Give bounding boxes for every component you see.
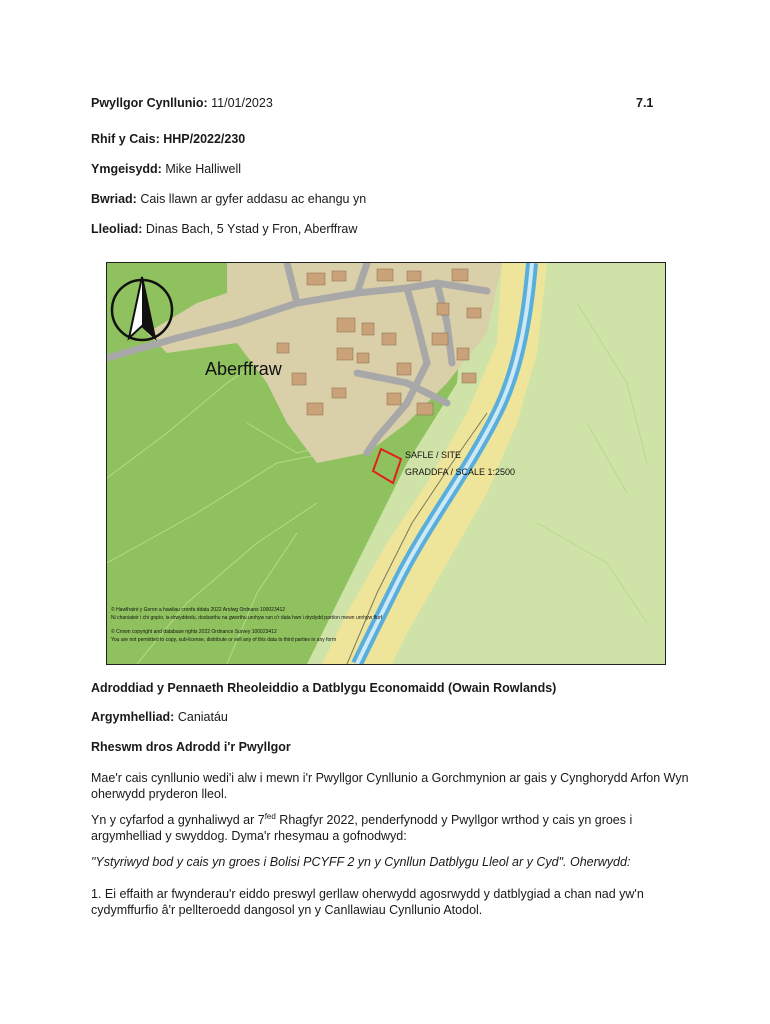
quote: "Ystyriwyd bod y cais yn groes i Bolisi PCYFF 2 yn y Cynllun Datblygu Lleol ar y Cyd". Oherwydd: [91,855,631,869]
site-label: SAFLE / SITE [405,450,462,460]
ref-value: HHP/2022/230 [163,132,246,146]
location [91,222,357,236]
para2-after: Rhagfyr 2022, penderfynodd y Pwyllgor wrthod y cais yn groes i argymhelliad y swyddog. Dyma'r rhesymau a gofnodwyd: [91,813,633,843]
copyright-line-3: © Crown copyright and database rights 2022 Ordnance Survey 100023412 [111,629,277,635]
para2-sup: fed [264,811,276,821]
committee-line [91,96,273,110]
proposal [91,192,366,206]
application-ref [91,132,245,146]
place-name: Aberffraw [205,359,282,379]
ref-label: Rhif y Cais: [91,132,160,146]
location-map [106,262,666,665]
paragraph-2 [91,812,691,844]
applicant-value: Mike Halliwell [165,162,242,176]
para2-before: Yn y cyfarfod a gynhaliwyd ar 7 [91,813,265,827]
paragraph-1: Mae'r cais cynllunio wedi'i alw i mewn i'r Pwyllgor Cynllunio a Gorchmynion ar gais y Cynghorydd Arfon Wyn oherwydd pryderon lleol. [91,771,689,801]
scale-label: GRADDFA / SCALE 1:2500 [405,467,516,477]
recommendation-label: Argymhelliad: [91,710,175,724]
recommendation [91,710,228,724]
committee-date: 11/01/2023 [211,96,273,110]
map-drawing [107,263,665,664]
reason-heading: Rheswm dros Adrodd i'r Pwyllgor [91,740,291,754]
copyright-line-1: © Hawlfraint y Goron a hawliau cronfa ddata 2022 Arolwg Ordnans 100023412 [111,607,286,613]
copyright-line-2: Ni chaniateir i chi gopïo, is-drwyddedu, dosbarthu na gwerthu unrhyw ran o'r data hwn i drydydd partïon mewn unrhyw ffurf [111,615,383,621]
applicant-label: Ymgeisydd: [91,162,162,176]
location-label: Lleoliad: [91,222,143,236]
point-1: 1. Ei effaith ar fwynderau'r eiddo preswyl gerllaw oherwydd agosrwydd y datblygiad a chan nad yw'n cydymffurfio â'r pellteroedd dangosol yn y Canllawiau Cynllunio Atodol. [91,887,644,917]
copyright-line-4: You are not permitted to copy, sub-license, distribute or sell any of this data to third parties in any form [111,637,337,643]
item-number: 7.1 [636,96,654,110]
location-value: Dinas Bach, 5 Ystad y Fron, Aberffraw [145,222,358,236]
committee-label: Pwyllgor Cynllunio: [91,96,208,110]
applicant [91,162,241,176]
report-heading: Adroddiad y Pennaeth Rheoleiddio a Datblygu Economaidd (Owain Rowlands) [91,681,557,695]
proposal-label: Bwriad: [91,192,137,206]
recommendation-value: Caniatáu [177,710,228,724]
proposal-value: Cais llawn ar gyfer addasu ac ehangu yn [140,192,367,206]
